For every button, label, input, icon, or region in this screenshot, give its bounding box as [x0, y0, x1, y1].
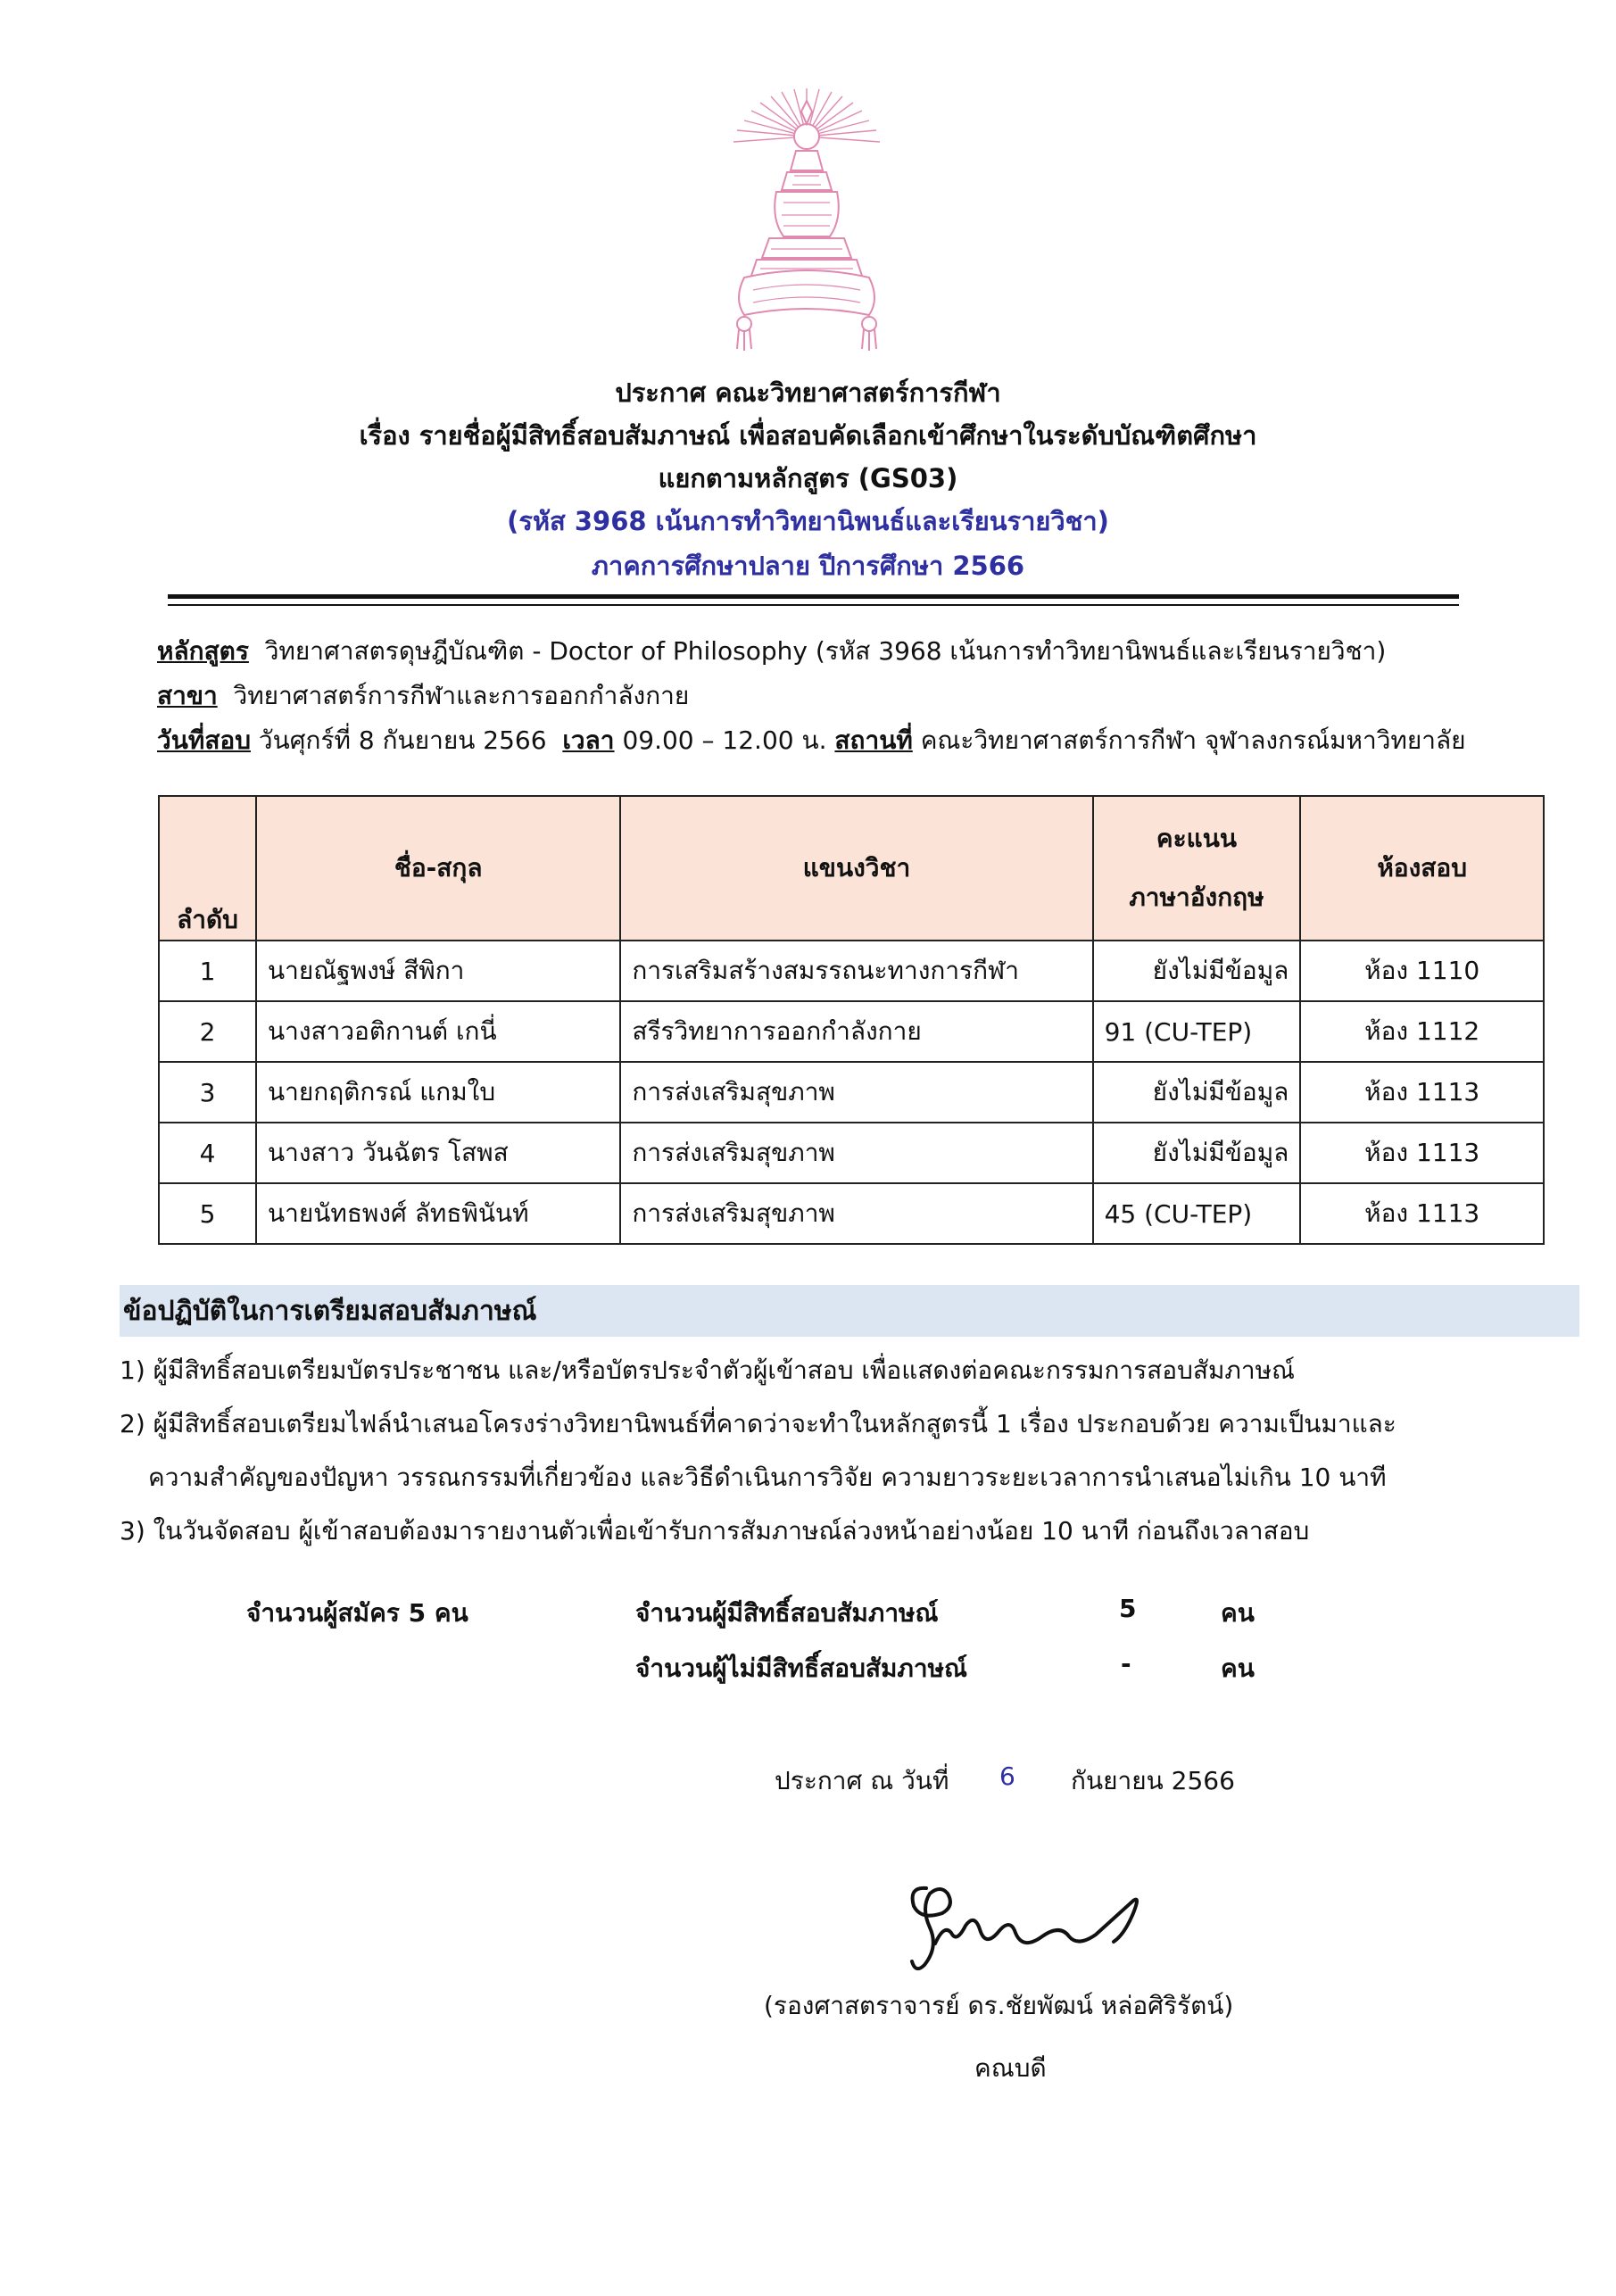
table-header-row [159, 796, 1544, 941]
cell-room: ห้อง 1113 [1300, 1183, 1544, 1244]
header-english-score [1093, 796, 1301, 941]
announcement-title: ประกาศ คณะวิทยาศาสตร์การกีฬา [615, 377, 1001, 408]
university-emblem [717, 85, 896, 352]
header-name: ชื่อ-สกุล [256, 796, 620, 941]
program-label: หลักสูตร [157, 636, 249, 666]
applicant-count: จำนวนผู้สมัคร 5 คน [246, 1598, 468, 1628]
cell-room: ห้อง 1110 [1300, 941, 1544, 1001]
cell-score: ยังไม่มีข้อมูล [1093, 1123, 1301, 1183]
cell-seq: 3 [159, 1062, 256, 1123]
signatory-position: คณบดี [974, 2053, 1047, 2083]
announce-prefix: ประกาศ ณ วันที่ [775, 1766, 949, 1795]
header-seq: ลำดับ [159, 796, 256, 941]
table-row [159, 1183, 1544, 1244]
ineligible-count-label: จำนวนผู้ไม่มีสิทธิ์สอบสัมภาษณ์ [635, 1654, 968, 1683]
eligible-count-value: 5 [1119, 1594, 1137, 1623]
cell-major: การส่งเสริมสุขภาพ [620, 1062, 1092, 1123]
place-value: คณะวิทยาศาสตร์การกีฬา จุฬาลงกรณ์มหาวิทยาลัย [920, 725, 1466, 755]
cell-score: 91 (CU-TEP) [1093, 1001, 1301, 1062]
candidate-table [158, 795, 1545, 1245]
cell-name: นายกฤติกรณ์ แกมใบ [256, 1062, 620, 1123]
cell-score: 45 (CU-TEP) [1093, 1183, 1301, 1244]
announce-day: 6 [999, 1761, 1015, 1791]
cell-name: นายนัทธพงศ์ ลัทธพินันท์ [256, 1183, 620, 1244]
cell-score: ยังไม่มีข้อมูล [1093, 1062, 1301, 1123]
header-divider-thin [168, 604, 1459, 606]
time-label: เวลา [562, 725, 615, 755]
table-row [159, 1123, 1544, 1183]
cell-seq: 4 [159, 1123, 256, 1183]
ineligible-count-value: - [1121, 1649, 1131, 1678]
cell-name: นางสาว วันฉัตร โสพส [256, 1123, 620, 1183]
cell-seq: 5 [159, 1183, 256, 1244]
cell-major: การส่งเสริมสุขภาพ [620, 1123, 1092, 1183]
cell-name: นางสาวอติกานต์ เกนี่ [256, 1001, 620, 1062]
ineligible-count-unit: คน [1221, 1654, 1255, 1683]
rule-item-2-continued: ความสำคัญของปัญหา วรรณกรรมที่เกี่ยวข้อง และวิธีดำเนินการวิจัย ความยาวระยะเวลาการนำเสนอไม่เกิน 10 นาที [148, 1463, 1387, 1492]
cell-seq: 1 [159, 941, 256, 1001]
rule-item-3: 3) ในวันจัดสอบ ผู้เข้าสอบต้องมารายงานตัวเพื่อเข้ารับการสัมภาษณ์ล่วงหน้าอย่างน้อย 10 นาที ก่อนถึงเวลาสอบ [120, 1516, 1310, 1546]
cell-score: ยังไม่มีข้อมูล [1093, 941, 1301, 1001]
exam-schedule-info [157, 723, 1466, 758]
cell-major: สรีรวิทยาการออกกำลังกาย [620, 1001, 1092, 1062]
rule-item-1: 1) ผู้มีสิทธิ์สอบเตรียมบัตรประชาชน และ/หรือบัตรประจำตัวผู้เข้าสอบ เพื่อแสดงต่อคณะกรรมการสอบสัมภาษณ์ [120, 1355, 1296, 1385]
signature-image [899, 1861, 1167, 1977]
header-score-line1: คะแนน [1156, 824, 1237, 853]
table-row [159, 1001, 1544, 1062]
program-group-line: แยกตามหลักสูตร (GS03) [658, 463, 958, 493]
table-row [159, 1062, 1544, 1123]
program-value: วิทยาศาสตรดุษฎีบัณฑิต - Doctor of Philosophy (รหัส 3968 เน้นการทำวิทยานิพนธ์และเรียนรายวิชา) [264, 636, 1387, 666]
signatory-name: (รองศาสตราจารย์ ดร.ชัยพัฒน์ หล่อศิริรัตน์) [764, 1991, 1234, 2020]
place-label: สถานที่ [834, 725, 913, 755]
program-code-line: (รหัส 3968 เน้นการทำวิทยานิพนธ์และเรียนรายวิชา) [507, 506, 1109, 536]
branch-info [157, 678, 689, 714]
announce-month-year: กันยายน 2566 [1071, 1766, 1235, 1795]
cell-major: การเสริมสร้างสมรรถนะทางการกีฬา [620, 941, 1092, 1001]
date-value: วันศุกร์ที่ 8 กันยายน 2566 [258, 725, 547, 755]
cell-seq: 2 [159, 1001, 256, 1062]
branch-value: วิทยาศาสตร์การกีฬาและการออกกำลังกาย [233, 681, 690, 710]
time-value: 09.00 – 12.00 น. [622, 725, 827, 755]
header-divider-thick [168, 594, 1459, 599]
header-score-line2: ภาษาอังกฤษ [1129, 883, 1264, 912]
subject-line: เรื่อง รายชื่อผู้มีสิทธิ์สอบสัมภาษณ์ เพื่อสอบคัดเลือกเข้าศึกษาในระดับบัณฑิตศึกษา [359, 420, 1257, 451]
eligible-count-unit: คน [1221, 1598, 1255, 1628]
header-room: ห้องสอบ [1300, 796, 1544, 941]
header-major: แขนงวิชา [620, 796, 1092, 941]
cell-room: ห้อง 1112 [1300, 1001, 1544, 1062]
cell-room: ห้อง 1113 [1300, 1062, 1544, 1123]
eligible-count-label: จำนวนผู้มีสิทธิ์สอบสัมภาษณ์ [635, 1598, 939, 1628]
table-row [159, 941, 1544, 1001]
date-label: วันที่สอบ [157, 725, 251, 755]
cell-name: นายณัฐพงษ์ สีพิกา [256, 941, 620, 1001]
branch-label: สาขา [157, 681, 218, 710]
cell-room: ห้อง 1113 [1300, 1123, 1544, 1183]
rules-section-title: ข้อปฏิบัติในการเตรียมสอบสัมภาษณ์ [123, 1296, 537, 1327]
program-info [157, 634, 1386, 669]
rule-item-2: 2) ผู้มีสิทธิ์สอบเตรียมไฟล์นำเสนอโครงร่างวิทยานิพนธ์ที่คาดว่าจะทำในหลักสูตรนี้ 1 เรื่อง ประกอบด้วย ความเป็นมาและ [120, 1409, 1396, 1438]
cell-major: การส่งเสริมสุขภาพ [620, 1183, 1092, 1244]
semester-line: ภาคการศึกษาปลาย ปีการศึกษา 2566 [591, 551, 1025, 581]
